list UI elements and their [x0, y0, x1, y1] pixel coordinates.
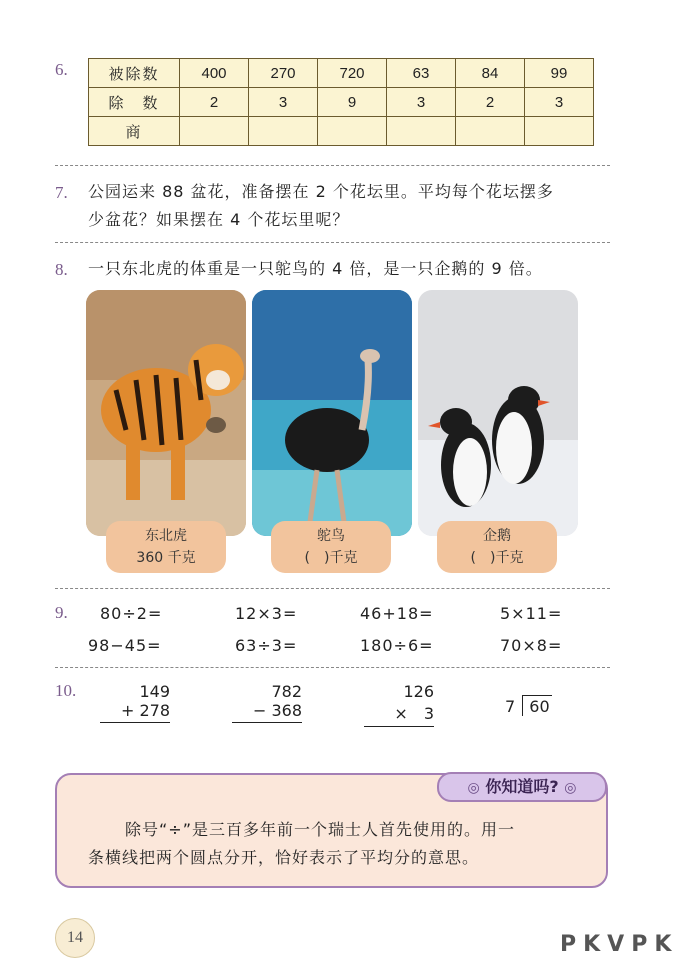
- result-line: [364, 726, 434, 727]
- table-cell: 2: [456, 88, 525, 117]
- table-row: [89, 88, 594, 117]
- calc-item: 63÷3=: [235, 636, 298, 655]
- q6-number: 6.: [55, 60, 68, 79]
- divisor: 7: [505, 697, 516, 716]
- top-operand: 782: [271, 682, 302, 701]
- ostrich-photo: [252, 290, 412, 536]
- tiger-photo: [86, 290, 246, 536]
- q8-number: 8.: [55, 260, 68, 279]
- page-number: 14: [55, 918, 95, 958]
- animal-weight[interactable]: ( )千克: [304, 550, 358, 566]
- calc-item: 180÷6=: [360, 636, 434, 655]
- animal-weight[interactable]: ( )千克: [470, 550, 524, 566]
- top-operand: 126: [403, 682, 434, 701]
- top-operand: 149: [139, 682, 170, 701]
- ostrich-label: [271, 521, 391, 573]
- watermark: PKVPK: [560, 932, 679, 957]
- vertical-subtraction: [232, 682, 302, 723]
- penguin-label: [437, 521, 557, 573]
- vertical-addition: [100, 682, 170, 723]
- q10-number: 10.: [55, 681, 77, 700]
- q7-line1: 公园运来 88 盆花，准备摆在 2 个花坛里。平均每个花坛摆多: [88, 182, 554, 201]
- calc-item: 12×3=: [235, 604, 298, 623]
- did-you-know-badge: [437, 772, 607, 802]
- answer-cell[interactable]: [525, 117, 594, 146]
- table-cell: 3: [387, 88, 456, 117]
- divider: [55, 242, 610, 243]
- long-division: [505, 695, 552, 716]
- divider: [55, 667, 610, 668]
- result-line: [232, 722, 302, 723]
- animal-name: 企鹅: [483, 528, 511, 544]
- info-line1: 除号“÷”是三百多年前一个瑞士人首先使用的。用一: [125, 820, 515, 839]
- bottom-operand: + 278: [120, 701, 170, 720]
- table-row: [89, 117, 594, 146]
- table-row: [89, 59, 594, 88]
- answer-cell[interactable]: [249, 117, 318, 146]
- bottom-operand: − 368: [252, 701, 302, 720]
- table-cell: 84: [456, 59, 525, 88]
- calc-item: 80÷2=: [100, 604, 163, 623]
- table-cell: 9: [318, 88, 387, 117]
- row-header: 除 数: [89, 88, 180, 117]
- vertical-multiplication: [364, 682, 434, 727]
- division-table: [88, 58, 594, 146]
- calc-item: 46+18=: [360, 604, 434, 623]
- animal-name: 鸵鸟: [317, 528, 345, 544]
- q8-text: 一只东北虎的体重是一只鸵鸟的 4 倍，是一只企鹅的 9 倍。: [88, 259, 543, 278]
- divider: [55, 165, 610, 166]
- dividend: 60: [522, 695, 551, 716]
- table-cell: 3: [525, 88, 594, 117]
- q7-number: 7.: [55, 183, 68, 202]
- q9-number: 9.: [55, 603, 68, 622]
- calc-item: 5×11=: [500, 604, 563, 623]
- table-cell: 2: [180, 88, 249, 117]
- table-cell: 99: [525, 59, 594, 88]
- q7-line2: 少盆花？如果摆在 4 个花坛里呢？: [88, 210, 350, 229]
- row-header: 商: [89, 117, 180, 146]
- row-header: 被除数: [89, 59, 180, 88]
- calc-item: 70×8=: [500, 636, 563, 655]
- calc-item: 98−45=: [88, 636, 162, 655]
- animal-name: 东北虎: [145, 528, 187, 544]
- info-line2: 条横线把两个圆点分开，恰好表示了平均分的意思。: [88, 848, 480, 867]
- bottom-operand: × 3: [394, 704, 434, 723]
- animal-weight: 360 千克: [136, 550, 196, 566]
- tiger-label: [106, 521, 226, 573]
- table-cell: 63: [387, 59, 456, 88]
- table-cell: 720: [318, 59, 387, 88]
- badge-title: 你知道吗?: [485, 777, 559, 796]
- answer-cell[interactable]: [180, 117, 249, 146]
- result-line: [100, 722, 170, 723]
- table-cell: 400: [180, 59, 249, 88]
- circle-deco-icon: ◎: [467, 780, 480, 796]
- table-cell: 270: [249, 59, 318, 88]
- table-cell: 3: [249, 88, 318, 117]
- answer-cell[interactable]: [456, 117, 525, 146]
- circle-deco-icon: ◎: [564, 780, 577, 796]
- penguin-photo: [418, 290, 578, 536]
- divider: [55, 588, 610, 589]
- answer-cell[interactable]: [387, 117, 456, 146]
- answer-cell[interactable]: [318, 117, 387, 146]
